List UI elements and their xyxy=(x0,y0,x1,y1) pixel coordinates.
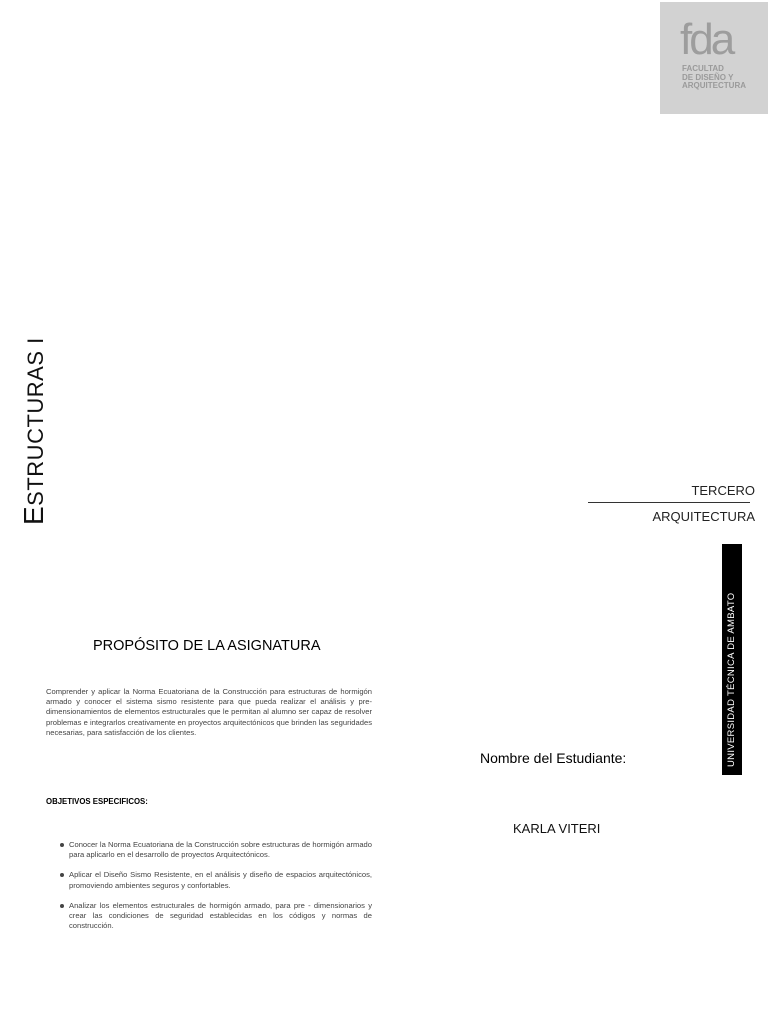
student-name: KARLA VITERI xyxy=(513,821,601,836)
objective-text: Aplicar el Diseño Sismo Resistente, en el análisis y diseño de espacios arquitectónicos, promoviendo ambientes seguros y confortables. xyxy=(69,870,372,890)
logo-line: ARQUITECTURA xyxy=(682,81,746,90)
objective-item xyxy=(46,870,372,890)
student-name-label: Nombre del Estudiante: xyxy=(480,750,627,766)
objectives-heading: OBJETIVOS ESPECIFICOS: xyxy=(46,797,148,806)
logo-line: DE DISEÑO Y xyxy=(682,72,734,82)
course-title-rest: STRUCTURAS I xyxy=(23,337,48,506)
divider xyxy=(588,502,750,503)
level-label: TERCERO xyxy=(691,483,755,498)
purpose-heading: PROPÓSITO DE LA ASIGNATURA xyxy=(93,638,321,654)
university-banner xyxy=(722,544,742,775)
bullet-icon xyxy=(60,843,64,847)
objective-item xyxy=(46,840,372,860)
objective-text: Analizar los elementos estructurales de hormigón armado, para pre - dimensionarios y crear las condiciones de seguridad establecidas en los códigos y normas de construcción. xyxy=(69,900,372,931)
objective-item xyxy=(46,901,372,932)
logo-mark: fda xyxy=(680,15,733,64)
bullet-icon xyxy=(60,873,64,877)
logo-line: FACULTAD xyxy=(682,64,724,73)
bullet-icon xyxy=(60,904,64,908)
logo-text xyxy=(682,65,766,91)
course-title-initial: E xyxy=(18,505,49,525)
objectives-list xyxy=(46,840,372,941)
faculty-logo xyxy=(660,2,768,114)
career-label: ARQUITECTURA xyxy=(652,509,755,524)
course-title xyxy=(18,337,50,525)
university-name: UNIVERSIDAD TÉCNICA DE AMBATO xyxy=(726,592,737,767)
purpose-text: Comprender y aplicar la Norma Ecuatoriana de la Construcción para estructuras de hormigón armado y conocer el sistema sismo resistente para que pueda realizar el análisis y pre-dimensionamientos de elementos estructurales que le permitan al alumno ser capaz de resolver problemas e integrarlos creativamente en proyectos arquitectónicos que brinden las seguridades necesarias, para satisfacción de los clientes. xyxy=(46,687,372,737)
objective-text: Conocer la Norma Ecuatoriana de la Construcción sobre estructuras de hormigón armado para aplicarlo en el desarrollo de proyectos Arquitectónicos. xyxy=(69,840,372,860)
